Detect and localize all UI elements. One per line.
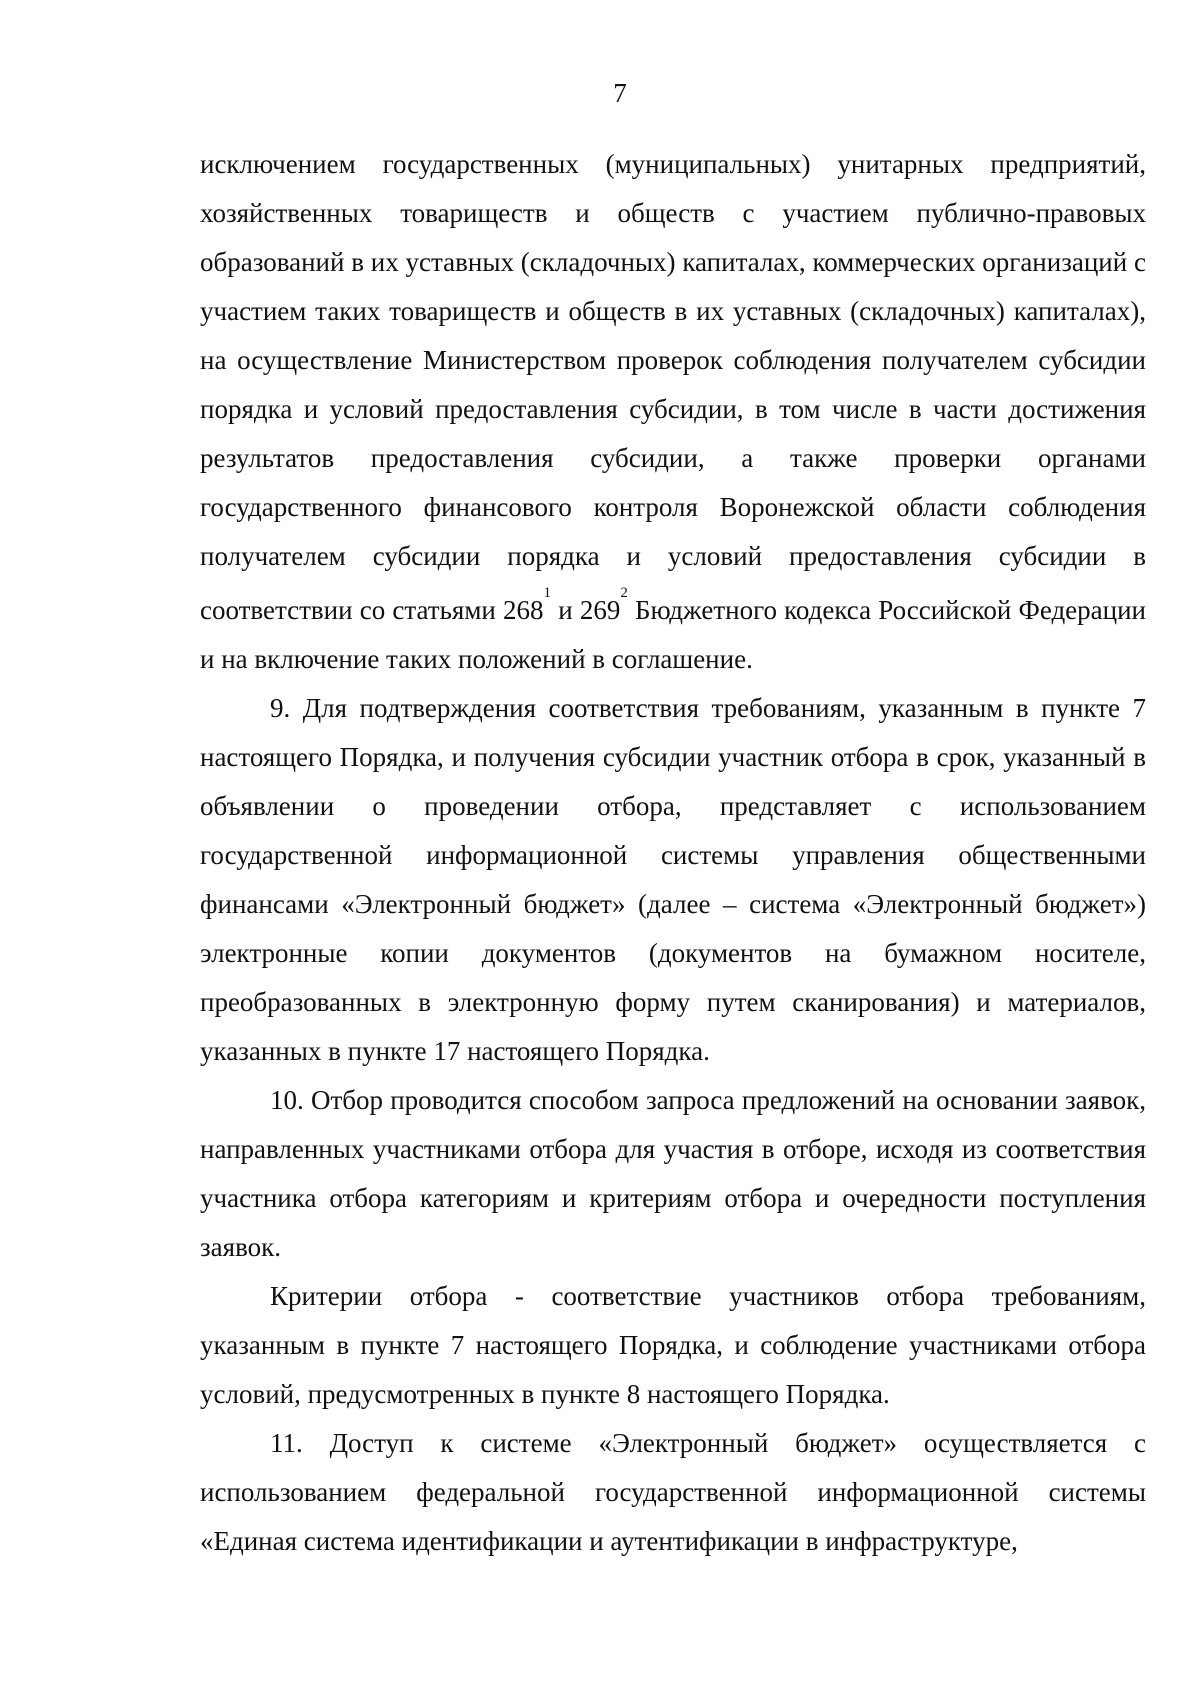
paragraph-11: 11. Доступ к системе «Электронный бюджет» осуществляется с использованием федеральной государственной информационной системы «Единая система идентификации и аутентификации в инфраструктуре, — [200, 1428, 1146, 1556]
superscript-2: 2 — [620, 585, 628, 601]
page-number: 7 — [613, 78, 627, 108]
paragraph-10: 10. Отбор проводится способом запроса предложений на основании заявок, направленных участниками отбора для участия в отборе, исходя из соответствия участника отбора категориям и критериям отбора и очередности поступления заявок. — [200, 1085, 1146, 1262]
paragraph-continuation — [200, 140, 1146, 684]
paragraph-text: и 269 — [551, 595, 621, 625]
paragraph-9: 9. Для подтверждения соответствия требованиям, указанным в пункте 7 настоящего Порядка, и получения субсидии участник отбора в срок, указанный в объявлении о проведении отбора, представляет с использованием государственной информационной системы управления общественными финансами «Электронный бюджет» (далее – система «Электронный бюджет») электронные копии документов (документов на бумажном носителе, преобразованных в электронную форму путем сканирования) и материалов, указанных в пункте 17 настоящего Порядка. — [200, 693, 1146, 1066]
superscript-1: 1 — [543, 585, 552, 601]
paragraph-criteria: Критерии отбора - соответствие участников отбора требованиям, указанным в пункте 7 настоящего Порядка, и соблюдение участниками отбора условий, предусмотренных в пункте 8 настоящего Порядка. — [200, 1281, 1146, 1409]
paragraph-text: Бюджетного кодекса Российской Федерации и на включение таких положений в соглашение. — [200, 595, 1146, 674]
document-body — [200, 140, 1146, 1566]
paragraph-text: исключением государственных (муниципальных) унитарных предприятий, хозяйственных товариществ и обществ с участием публично-правовых образований в их уставных (складочных) капиталах, коммерческих организаций с участием таких товариществ и обществ в их уставных (складочных) капиталах), на осуществление Министерством проверок соблюдения получателем субсидии порядка и условий предоставления субсидии, в том числе в части достижения результатов предоставления субсидии, а также проверки органами государственного финансового контроля Воронежской области соблюдения получателем субсидии порядка и условий предоставления субсидии в соответствии со статьями 268 — [200, 149, 1146, 625]
